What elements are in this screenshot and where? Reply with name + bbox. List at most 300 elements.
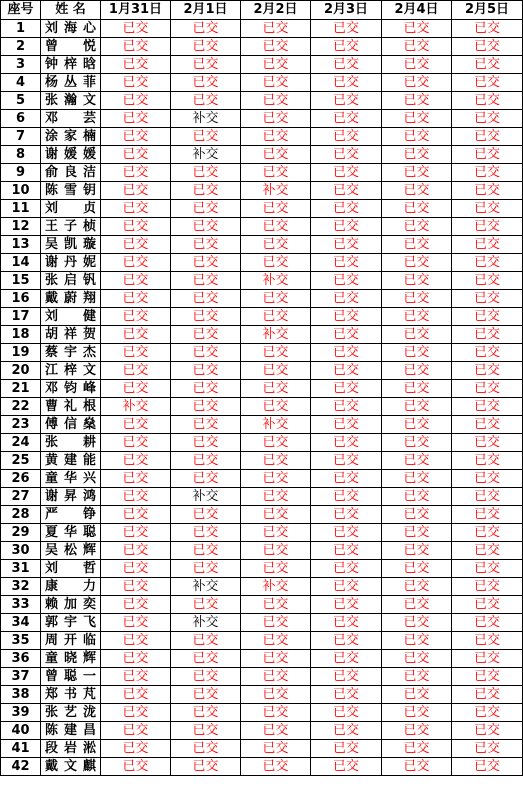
status-cell: 已交 xyxy=(101,704,171,722)
table-row xyxy=(1,92,523,110)
seat-number: 19 xyxy=(1,344,41,362)
student-name: 张 耕 xyxy=(41,434,101,452)
status-cell: 已交 xyxy=(452,758,523,776)
status-cell: 已交 xyxy=(101,758,171,776)
status-cell: 已交 xyxy=(452,290,523,308)
status-cell: 已交 xyxy=(101,200,171,218)
status-cell: 已交 xyxy=(382,470,452,488)
status-cell: 已交 xyxy=(382,20,452,38)
status-cell: 已交 xyxy=(101,128,171,146)
seat-number: 36 xyxy=(1,650,41,668)
seat-number: 7 xyxy=(1,128,41,146)
status-cell: 已交 xyxy=(311,182,382,200)
status-cell: 已交 xyxy=(382,416,452,434)
status-cell: 已交 xyxy=(452,524,523,542)
status-cell: 已交 xyxy=(452,380,523,398)
student-name: 曾聪一 xyxy=(41,668,101,686)
status-cell: 已交 xyxy=(241,164,311,182)
status-cell: 已交 xyxy=(241,704,311,722)
status-cell: 已交 xyxy=(452,740,523,758)
status-cell: 已交 xyxy=(311,506,382,524)
header-jan31: 1月31日 xyxy=(101,1,171,20)
status-cell: 已交 xyxy=(171,272,241,290)
status-cell: 已交 xyxy=(311,578,382,596)
table-row xyxy=(1,740,523,758)
seat-number: 6 xyxy=(1,110,41,128)
status-cell: 已交 xyxy=(101,308,171,326)
status-cell: 已交 xyxy=(452,398,523,416)
seat-number: 23 xyxy=(1,416,41,434)
status-cell: 已交 xyxy=(101,686,171,704)
status-cell: 补交 xyxy=(101,398,171,416)
status-cell: 已交 xyxy=(171,254,241,272)
status-cell: 已交 xyxy=(101,524,171,542)
table-row xyxy=(1,416,523,434)
student-name: 王子桢 xyxy=(41,218,101,236)
status-cell: 已交 xyxy=(382,560,452,578)
status-cell: 补交 xyxy=(171,146,241,164)
seat-number: 13 xyxy=(1,236,41,254)
student-name: 陈建昌 xyxy=(41,722,101,740)
student-name: 周开临 xyxy=(41,632,101,650)
status-cell: 已交 xyxy=(311,560,382,578)
student-name: 涂家楠 xyxy=(41,128,101,146)
seat-number: 29 xyxy=(1,524,41,542)
status-cell: 已交 xyxy=(382,344,452,362)
status-cell: 已交 xyxy=(101,614,171,632)
status-cell: 已交 xyxy=(311,650,382,668)
status-cell: 已交 xyxy=(311,362,382,380)
status-cell: 已交 xyxy=(171,650,241,668)
table-row xyxy=(1,632,523,650)
student-name: 吴凯璇 xyxy=(41,236,101,254)
table-row xyxy=(1,488,523,506)
student-name: 刘 健 xyxy=(41,308,101,326)
status-cell: 已交 xyxy=(171,200,241,218)
status-cell: 已交 xyxy=(171,542,241,560)
seat-number: 8 xyxy=(1,146,41,164)
student-name: 陈雪钥 xyxy=(41,182,101,200)
status-cell: 已交 xyxy=(101,110,171,128)
table-body xyxy=(1,20,523,776)
table-row xyxy=(1,524,523,542)
status-cell: 已交 xyxy=(101,596,171,614)
seat-number: 5 xyxy=(1,92,41,110)
status-cell: 已交 xyxy=(311,470,382,488)
header-feb4: 2月4日 xyxy=(382,1,452,20)
status-cell: 已交 xyxy=(171,452,241,470)
seat-number: 28 xyxy=(1,506,41,524)
status-cell: 已交 xyxy=(171,722,241,740)
status-cell: 已交 xyxy=(171,434,241,452)
student-name: 黄建能 xyxy=(41,452,101,470)
student-name: 傅信燊 xyxy=(41,416,101,434)
student-name: 张启钒 xyxy=(41,272,101,290)
status-cell: 已交 xyxy=(101,380,171,398)
status-cell: 已交 xyxy=(311,254,382,272)
status-cell: 已交 xyxy=(452,200,523,218)
status-cell: 已交 xyxy=(171,398,241,416)
status-cell: 已交 xyxy=(382,380,452,398)
status-cell: 已交 xyxy=(311,632,382,650)
status-cell: 已交 xyxy=(101,578,171,596)
status-cell: 已交 xyxy=(101,236,171,254)
status-cell: 已交 xyxy=(101,218,171,236)
status-cell: 已交 xyxy=(311,236,382,254)
status-cell: 已交 xyxy=(171,560,241,578)
status-cell: 已交 xyxy=(171,92,241,110)
status-cell: 已交 xyxy=(241,290,311,308)
table-row xyxy=(1,56,523,74)
status-cell: 已交 xyxy=(311,326,382,344)
status-cell: 已交 xyxy=(171,686,241,704)
status-cell: 已交 xyxy=(382,452,452,470)
table-row xyxy=(1,434,523,452)
student-name: 童晓辉 xyxy=(41,650,101,668)
status-cell: 已交 xyxy=(171,596,241,614)
status-cell: 已交 xyxy=(171,380,241,398)
status-cell: 已交 xyxy=(311,452,382,470)
status-cell: 已交 xyxy=(101,38,171,56)
status-cell: 已交 xyxy=(382,740,452,758)
status-cell: 已交 xyxy=(171,344,241,362)
status-cell: 已交 xyxy=(101,434,171,452)
seat-number: 27 xyxy=(1,488,41,506)
status-cell: 已交 xyxy=(101,650,171,668)
seat-number: 39 xyxy=(1,704,41,722)
status-cell: 已交 xyxy=(311,380,382,398)
status-cell: 补交 xyxy=(241,578,311,596)
table-row xyxy=(1,380,523,398)
seat-number: 41 xyxy=(1,740,41,758)
status-cell: 已交 xyxy=(311,128,382,146)
header-name: 姓 名 xyxy=(41,1,101,20)
table-row xyxy=(1,614,523,632)
status-cell: 已交 xyxy=(382,308,452,326)
table-row xyxy=(1,362,523,380)
table-row xyxy=(1,254,523,272)
status-cell: 已交 xyxy=(101,272,171,290)
status-cell: 已交 xyxy=(382,218,452,236)
status-cell: 已交 xyxy=(311,56,382,74)
status-cell: 已交 xyxy=(452,668,523,686)
status-cell: 已交 xyxy=(311,686,382,704)
status-cell: 已交 xyxy=(311,488,382,506)
status-cell: 已交 xyxy=(382,38,452,56)
status-cell: 已交 xyxy=(382,236,452,254)
status-cell: 已交 xyxy=(241,74,311,92)
student-name: 谢媛媛 xyxy=(41,146,101,164)
status-cell: 已交 xyxy=(311,434,382,452)
status-cell: 已交 xyxy=(101,632,171,650)
status-cell: 已交 xyxy=(241,488,311,506)
status-cell: 已交 xyxy=(452,344,523,362)
status-cell: 已交 xyxy=(171,740,241,758)
status-cell: 已交 xyxy=(452,272,523,290)
status-cell: 已交 xyxy=(382,668,452,686)
status-cell: 已交 xyxy=(241,254,311,272)
status-cell: 已交 xyxy=(241,56,311,74)
status-cell: 已交 xyxy=(452,92,523,110)
status-cell: 已交 xyxy=(452,614,523,632)
status-cell: 已交 xyxy=(311,20,382,38)
status-cell: 已交 xyxy=(452,308,523,326)
status-cell: 已交 xyxy=(382,704,452,722)
seat-number: 38 xyxy=(1,686,41,704)
status-cell: 已交 xyxy=(241,542,311,560)
status-cell: 已交 xyxy=(171,74,241,92)
status-cell: 已交 xyxy=(382,200,452,218)
table-row xyxy=(1,110,523,128)
status-cell: 已交 xyxy=(311,74,382,92)
seat-number: 37 xyxy=(1,668,41,686)
status-cell: 已交 xyxy=(171,218,241,236)
status-cell: 已交 xyxy=(311,398,382,416)
student-name: 邓钧峰 xyxy=(41,380,101,398)
status-cell: 已交 xyxy=(311,722,382,740)
status-cell: 已交 xyxy=(101,452,171,470)
status-cell: 已交 xyxy=(241,560,311,578)
status-cell: 已交 xyxy=(171,326,241,344)
table-row xyxy=(1,704,523,722)
seat-number: 31 xyxy=(1,560,41,578)
status-cell: 已交 xyxy=(311,524,382,542)
seat-number: 42 xyxy=(1,758,41,776)
seat-number: 34 xyxy=(1,614,41,632)
status-cell: 已交 xyxy=(311,110,382,128)
student-name: 童华兴 xyxy=(41,470,101,488)
seat-number: 9 xyxy=(1,164,41,182)
status-cell: 已交 xyxy=(382,290,452,308)
status-cell: 已交 xyxy=(311,146,382,164)
table-row xyxy=(1,470,523,488)
status-cell: 已交 xyxy=(452,182,523,200)
status-cell: 已交 xyxy=(241,668,311,686)
seat-number: 12 xyxy=(1,218,41,236)
status-cell: 已交 xyxy=(101,146,171,164)
status-cell: 补交 xyxy=(241,182,311,200)
status-cell: 已交 xyxy=(101,506,171,524)
header-feb2: 2月2日 xyxy=(241,1,311,20)
status-cell: 已交 xyxy=(452,74,523,92)
status-cell: 已交 xyxy=(452,560,523,578)
status-cell: 已交 xyxy=(241,38,311,56)
table-row xyxy=(1,164,523,182)
table-row xyxy=(1,236,523,254)
status-cell: 已交 xyxy=(241,200,311,218)
status-cell: 已交 xyxy=(101,182,171,200)
student-name: 胡祥贺 xyxy=(41,326,101,344)
status-cell: 已交 xyxy=(382,164,452,182)
seat-number: 4 xyxy=(1,74,41,92)
table-row xyxy=(1,452,523,470)
table-row xyxy=(1,326,523,344)
table-row xyxy=(1,398,523,416)
status-cell: 已交 xyxy=(171,182,241,200)
status-cell: 已交 xyxy=(241,758,311,776)
status-cell: 已交 xyxy=(311,200,382,218)
student-name: 郑书芃 xyxy=(41,686,101,704)
status-cell: 已交 xyxy=(311,704,382,722)
student-name: 钟梓晗 xyxy=(41,56,101,74)
status-cell: 已交 xyxy=(452,254,523,272)
seat-number: 21 xyxy=(1,380,41,398)
status-cell: 补交 xyxy=(241,416,311,434)
status-cell: 已交 xyxy=(101,344,171,362)
status-cell: 已交 xyxy=(382,128,452,146)
status-cell: 已交 xyxy=(382,686,452,704)
status-cell: 已交 xyxy=(241,632,311,650)
seat-number: 10 xyxy=(1,182,41,200)
header-row xyxy=(1,1,523,20)
status-cell: 已交 xyxy=(452,542,523,560)
status-cell: 已交 xyxy=(452,236,523,254)
status-cell: 已交 xyxy=(171,758,241,776)
status-cell: 已交 xyxy=(382,110,452,128)
status-cell: 已交 xyxy=(452,578,523,596)
status-cell: 已交 xyxy=(101,722,171,740)
status-cell: 已交 xyxy=(452,632,523,650)
status-cell: 已交 xyxy=(452,704,523,722)
seat-number: 22 xyxy=(1,398,41,416)
status-cell: 已交 xyxy=(311,758,382,776)
status-cell: 已交 xyxy=(311,290,382,308)
status-cell: 已交 xyxy=(101,560,171,578)
status-cell: 补交 xyxy=(171,578,241,596)
status-cell: 已交 xyxy=(171,704,241,722)
status-cell: 已交 xyxy=(171,56,241,74)
seat-number: 17 xyxy=(1,308,41,326)
table-row xyxy=(1,128,523,146)
status-cell: 已交 xyxy=(311,92,382,110)
status-cell: 已交 xyxy=(171,524,241,542)
status-cell: 已交 xyxy=(241,686,311,704)
student-name: 曹礼根 xyxy=(41,398,101,416)
seat-number: 20 xyxy=(1,362,41,380)
seat-number: 30 xyxy=(1,542,41,560)
seat-number: 32 xyxy=(1,578,41,596)
seat-number: 33 xyxy=(1,596,41,614)
status-cell: 已交 xyxy=(452,416,523,434)
status-cell: 已交 xyxy=(452,596,523,614)
table-row xyxy=(1,560,523,578)
status-cell: 已交 xyxy=(452,434,523,452)
seat-number: 15 xyxy=(1,272,41,290)
status-cell: 已交 xyxy=(171,236,241,254)
status-cell: 已交 xyxy=(101,92,171,110)
seat-number: 18 xyxy=(1,326,41,344)
student-name: 戴蔚翔 xyxy=(41,290,101,308)
status-cell: 已交 xyxy=(241,110,311,128)
student-name: 夏华聪 xyxy=(41,524,101,542)
student-name: 张瀚文 xyxy=(41,92,101,110)
status-cell: 已交 xyxy=(382,578,452,596)
status-cell: 补交 xyxy=(241,326,311,344)
status-cell: 已交 xyxy=(101,74,171,92)
table-row xyxy=(1,758,523,776)
seat-number: 16 xyxy=(1,290,41,308)
status-cell: 已交 xyxy=(241,650,311,668)
seat-number: 2 xyxy=(1,38,41,56)
status-cell: 已交 xyxy=(382,650,452,668)
student-name: 康 力 xyxy=(41,578,101,596)
student-name: 蔡宇杰 xyxy=(41,344,101,362)
status-cell: 已交 xyxy=(101,740,171,758)
status-cell: 已交 xyxy=(171,164,241,182)
status-cell: 已交 xyxy=(382,182,452,200)
seat-number: 26 xyxy=(1,470,41,488)
status-cell: 已交 xyxy=(382,488,452,506)
status-cell: 已交 xyxy=(241,380,311,398)
header-feb3: 2月3日 xyxy=(311,1,382,20)
status-cell: 已交 xyxy=(101,326,171,344)
seat-number: 40 xyxy=(1,722,41,740)
status-cell: 已交 xyxy=(452,164,523,182)
status-cell: 已交 xyxy=(382,146,452,164)
status-cell: 已交 xyxy=(101,56,171,74)
status-cell: 已交 xyxy=(171,506,241,524)
table-row xyxy=(1,74,523,92)
status-cell: 已交 xyxy=(241,362,311,380)
header-feb1: 2月1日 xyxy=(171,1,241,20)
status-cell: 已交 xyxy=(171,470,241,488)
status-cell: 已交 xyxy=(241,614,311,632)
status-cell: 已交 xyxy=(452,488,523,506)
seat-number: 3 xyxy=(1,56,41,74)
student-name: 吴松辉 xyxy=(41,542,101,560)
status-cell: 已交 xyxy=(382,434,452,452)
table-row xyxy=(1,668,523,686)
status-cell: 已交 xyxy=(382,272,452,290)
status-cell: 已交 xyxy=(452,110,523,128)
table-row xyxy=(1,38,523,56)
status-cell: 已交 xyxy=(241,524,311,542)
status-cell: 已交 xyxy=(382,92,452,110)
table-row xyxy=(1,506,523,524)
status-cell: 已交 xyxy=(382,254,452,272)
status-cell: 已交 xyxy=(452,56,523,74)
status-cell: 已交 xyxy=(382,326,452,344)
status-cell: 已交 xyxy=(241,344,311,362)
status-cell: 已交 xyxy=(452,128,523,146)
table-row xyxy=(1,20,523,38)
status-cell: 已交 xyxy=(171,416,241,434)
status-cell: 已交 xyxy=(311,38,382,56)
student-name: 赖加奕 xyxy=(41,596,101,614)
student-name: 刘海心 xyxy=(41,20,101,38)
seat-number: 14 xyxy=(1,254,41,272)
status-cell: 已交 xyxy=(101,290,171,308)
status-cell: 已交 xyxy=(452,506,523,524)
status-cell: 已交 xyxy=(101,362,171,380)
status-cell: 已交 xyxy=(101,488,171,506)
table-row xyxy=(1,578,523,596)
status-cell: 已交 xyxy=(311,740,382,758)
status-cell: 已交 xyxy=(241,308,311,326)
status-cell: 已交 xyxy=(382,524,452,542)
status-cell: 已交 xyxy=(452,146,523,164)
student-name: 段岩淞 xyxy=(41,740,101,758)
status-cell: 已交 xyxy=(452,326,523,344)
status-cell: 已交 xyxy=(382,56,452,74)
status-cell: 已交 xyxy=(452,362,523,380)
status-cell: 已交 xyxy=(311,218,382,236)
status-cell: 已交 xyxy=(311,308,382,326)
status-cell: 已交 xyxy=(241,506,311,524)
status-cell: 已交 xyxy=(311,614,382,632)
status-cell: 补交 xyxy=(171,614,241,632)
status-cell: 已交 xyxy=(101,668,171,686)
